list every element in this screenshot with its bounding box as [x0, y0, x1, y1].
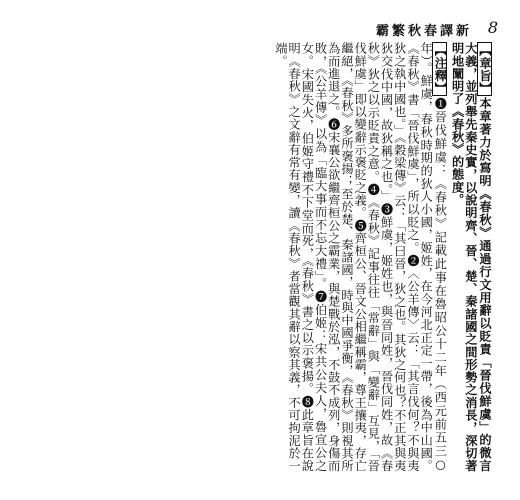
- annotation-item: ❽此章旨在說明《春秋》之文辭有常有變，讀《春秋》者當觀其辭以察其義，不可拘泥於一端。: [273, 42, 315, 472]
- annotation-item: ❺齊桓公、晉文公相繼稱霸，尊王攘夷，存亡繼絕，《春秋》多所褒揚；至於楚、秦諸國，時與中國爭衡，《春秋》則視其所為而進退之。: [326, 42, 368, 472]
- annotation-marker: 【注釋】: [433, 44, 448, 95]
- chapter-summary-marker: 【章旨】: [478, 44, 492, 95]
- chapter-summary-text: 本章著力於寫明《春秋》通過行文用辭以貶責「晉伐鮮虞」的微言大義，並列舉先秦史實，以說明齊、晉、楚、秦諸國之間形勢之消長，深切著明地闡明了《春秋》的態度。: [450, 42, 492, 472]
- annotation-item: ❻宋襄公欲繼齊桓公之霸業，與楚戰於泓，不鼓不成列，身傷而敗，《公羊傳》以為「臨大事而不忘大禮」。: [313, 42, 341, 472]
- main-text-column: [30, 42, 492, 472]
- annotation-item: ❷〈公羊傳〉云：「其言伐何？不與夷狄之執中國也。」《穀梁傳》云：「其曰晉，狄之也。其狄之何也？不正其與夷狄交伐中國，故狄稱之也。」: [379, 42, 420, 472]
- running-header: [0, 18, 520, 40]
- running-header-title: 霸繁秋春譯新: [375, 24, 472, 39]
- annotation-block: [274, 42, 448, 472]
- page-number: 8: [487, 18, 498, 37]
- chapter-summary: [450, 42, 492, 472]
- annotation-item: ❶晉伐鮮虞：《春秋》記載此事在魯昭公十二年（西元前五三○年）。鮮虞，春秋時期的狄人小國，姬姓，在今河北正定一帶，後為中山國。《春秋》書「晉伐鮮虞」，所以貶之。: [405, 42, 448, 472]
- annotation-item: ❸鮮虞，姬姓也，與晉同姓，晉伐同姓，故《春秋》狄之以示貶責之意。: [366, 42, 394, 472]
- annotation-item: ❼伯姬：宋共公夫人，魯宣公之女。宋國失火，伯姬守禮不下堂而死，《春秋》書之以示褒揚。: [300, 42, 328, 472]
- annotation-item: ❹《春秋》記事往往「常辭」與「變辭」互見，「晉伐鮮虞」即以變辭示褒貶之義。: [353, 42, 381, 472]
